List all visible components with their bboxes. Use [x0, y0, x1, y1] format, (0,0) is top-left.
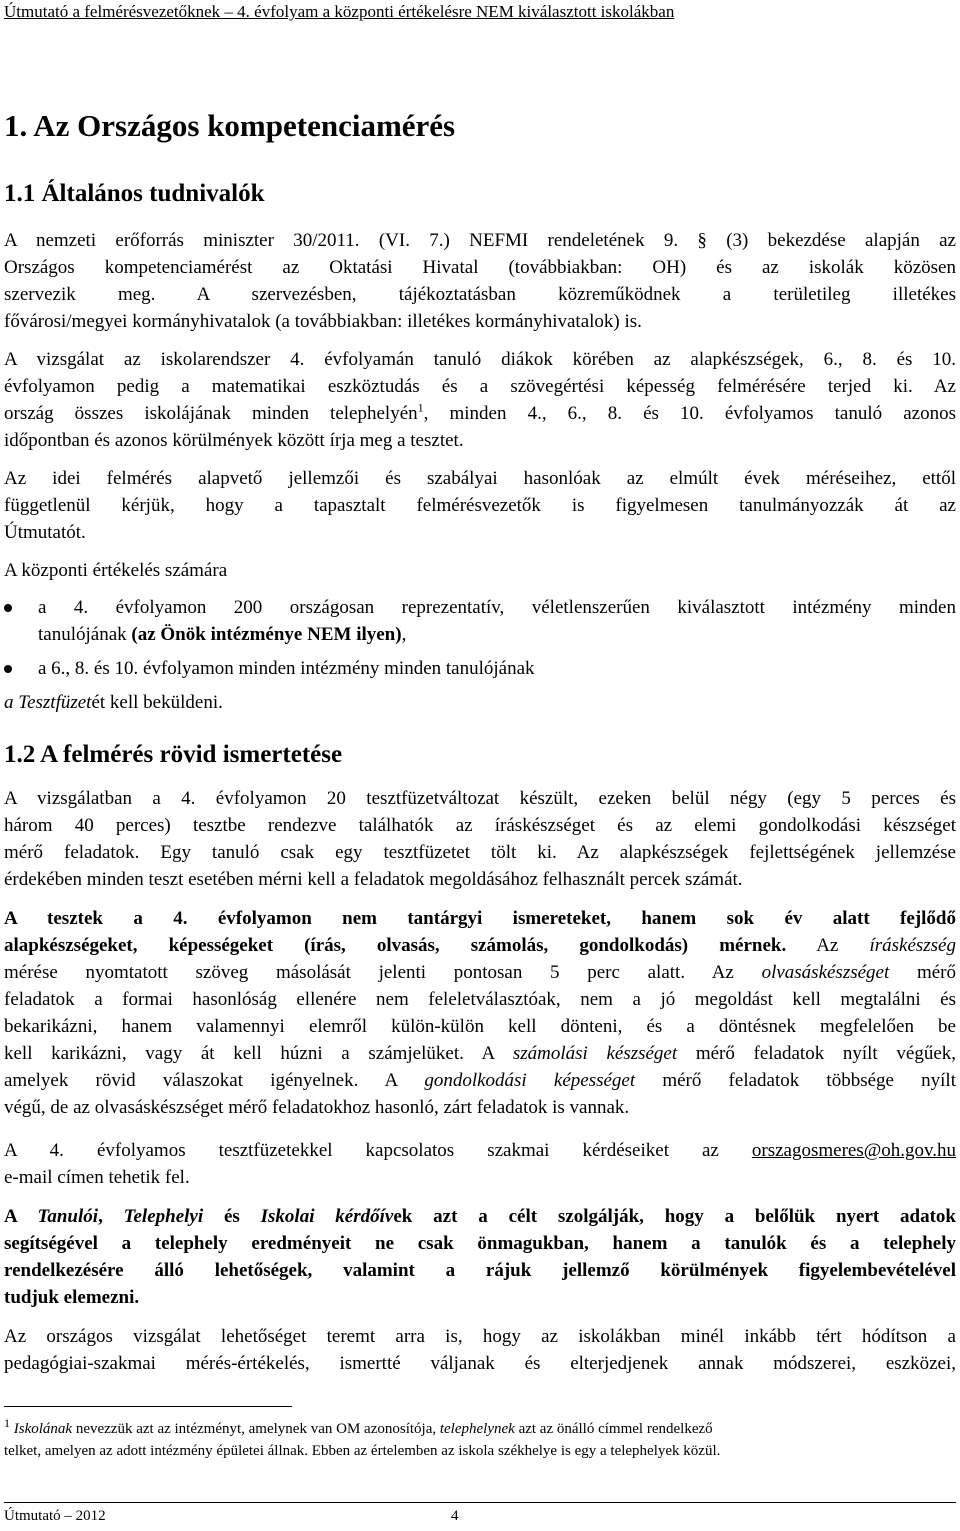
paragraph-scope: A vizsgálat az iskolarendszer 4. évfolyamán tanuló diákok körében az alapkészségek, 6., 8. és 10. évfolyamon pedig a matematikai eszköztudás és a szövegértési képesség felmérésére terjed ki. Az ország összes iskolájának minden telephelyén$^1$, minden 4., 6., 8. és 10. évfolyamos tanuló azonos időpontban és azonos körülmények között írja meg a tesztet.	[4, 349, 956, 451]
footer-title: Útmutató – 2012	[4, 1508, 106, 1524]
paragraph-national: Az országos vizsgálat lehetőséget teremt arra is, hogy az iskolákban minél inkább tért hódítson a pedagógiai-szakmai mérés-értékelés, ismertté váljanak és elterjedjenek annak módszerei, eszközei,	[4, 1326, 956, 1374]
paragraph-legal-basis: A nemzeti erőforrás miniszter 30/2011. (VI. 7.) NEFMI rendeletének 9. § (3) bekezdése alapján az Országos kompetenciamérést az Oktatási Hivatal (továbbiakban: OH) és az iskolák közösen szervezik meg. A szervezésben, tájékoztatásban közreműködnek a területileg illetékes fővárosi/megyei kormányhivatalok (a továbbiakban: illetékes kormányhivatalok) is.	[4, 230, 956, 332]
bullet-icon	[4, 665, 12, 673]
paragraph-questionnaires: A Tanulói, Telephelyi és Iskolai kérdőívek azt a célt szolgálják, hogy a belőlük nyert adatok segítségével a telephely eredményeit ne csak önmagukban, hanem a tanulók és a telephely rendelkezésére álló lehetőségek, valamint a rájuk jellemző körülmények figyelembevételével tudjuk elemezni.	[4, 1206, 956, 1308]
paragraph-send-back: a Tesztfüzetét kell beküldeni.	[4, 692, 223, 713]
section-title-1-2: 1.2 A felmérés rövid ismertetése	[4, 741, 343, 768]
footnote-ref: 1	[417, 400, 424, 415]
paragraph-description: A vizsgálatban a 4. évfolyamon 20 tesztfüzetváltozat készült, ezeken belül négy (egy 5 perces és három 40 perces) tesztbe rendezve találhatók az íráskészséget és az elemi gondolkodási készséget mérő feladatok. Egy tanuló csak egy tesztfüzetet tölt ki. Az alapkészségek fejlettségének jellemzése érdekében minden teszt esetében mérni kell a feladatok megoldásához felhasznált percek számát.	[4, 788, 956, 890]
email-link[interactable]: orszagosmeres@oh.gov.hu	[751, 1140, 956, 1161]
footnote-separator	[4, 1406, 292, 1407]
paragraph-tests: A tesztek a 4. évfolyamon nem tantárgyi ismereteket, hanem sok év alatt fejlődő alapkészségeket, képességeket (írás, olvasás, számolás, gondolkodás) mérnek. Az íráskészség mérése nyomtatott szöveg másolását jelenti pontosan 5 perc alatt. Az olvasáskészséget mérő feladatok a formai hasonlóság ellenére nem feleletválasztóak, nem a jó megoldást kell megtalálni és bekarikázni, hanem valamennyi elemről külön-külön kell dönteni, és a döntésnek megfelelően be kell karikázni, vagy át kell húzni a számjelüket. A számolási készséget mérő feladatok nyílt végűek, amelyek rövid válaszokat igényelnek. A gondolkodási képességet mérő feladatok többsége nyílt végű, de az olvasáskészséget mérő feladatokhoz hasonló, zárt feladatok is vannak.	[4, 908, 956, 1118]
running-header: Útmutató a felmérésvezetőknek – 4. évfolyam a központi értékelésre NEM kiválasztott iskolákban	[4, 2, 675, 21]
page-number: 4	[451, 1508, 459, 1524]
footnote: $^1$ Iskolának nevezzük azt az intézményt, amelynek van OM azonosítója, telephelynek azt az önálló címmel rendelkező telket, amelyen az adott intézmény épületei állnak. Ebben az értelemben az iskola székhelye is egy a telephelyek közül.	[4, 1416, 721, 1459]
paragraph-contact: A 4. évfolyamos tesztfüzetekkel kapcsolatos szakmai kérdéseiket az orszagosmeres@oh.gov.hu e-mail címen tehetik fel.	[4, 1140, 956, 1188]
section-title-1-1: 1.1 Általános tudnivalók	[4, 180, 265, 207]
paragraph-central-eval: A központi értékelés számára	[4, 560, 228, 581]
chapter-title: 1. Az Országos kompetenciamérés	[4, 108, 456, 143]
bullet-icon	[4, 604, 12, 612]
paragraph-guide-note: Az idei felmérés alapvető jellemzői és szabályai hasonlóak az elmúlt évek méréseihez, ettől függetlenül kérjük, hogy a tapasztalt felmérésvezetők is figyelmesen tanulmányozzák át az Útmutatót.	[4, 468, 956, 543]
footer-rule	[4, 1502, 956, 1503]
document-page: Útmutató a felmérésvezetőknek – 4. évfolyam a központi értékelésre NEM kiválasztott iskolákban 1. Az Országos kompetenciamérés 1.1 Általános tudnivalók A nemzeti erőforrás miniszter 30/2011. (VI. 7.) NEFMI rendeletének 9. § (3) bekezdése alapján az Országos kompetenciamérést az Oktatási Hivatal (továbbiakban: OH) és az iskolák közösen szervezik meg. A szervezésben, tájékoztatásban közreműködnek a területileg illetékes fővárosi/megyei kormányhivatalok (a továbbiakban: illetékes kormányhivatalok) is. A vizsgálat az iskolarendszer 4. évfolyamán tanuló diákok körében az alapkészségek, 6., 8. és 10. évfolyamon pedig a matematikai eszköztudás és a szövegértési képesség felmérésére terjed ki. Az ország összes iskolájának minden telephelyén$^1$, minden 4., 6., 8. és 10. évfolyamos tanuló azonos időpontban és azonos körülmények között írja meg a tesztet. Az idei felmérés alapvető jellemzői és szabályai hasonlóak az elmúlt évek méréseihez, ettől függetlenül kérjük, hogy a tapasztalt felmérésvezetők is figyelmesen tanulmányozzák át az Útmutatót. A központi értékelés számára a 4. évfolyamon 200 országosan reprezentatív, véletlenszerűen kiválasztott intézmény minden tanulójának (az Önök intézménye NEM ilyen), a 6., 8. és 10. évfolyamon minden intézmény minden tanulójának a Tesztfüzetét kell beküldeni. 1.2 A felmérés rövid ismertetése A vizsgálatban a 4. évfolyamon 20 tesztfüzetváltozat készült, ezeken belül négy (egy 5 perces és három 40 perces) tesztbe rendezve találhatók az íráskészséget és az elemi gondolkodási készséget mérő feladatok. Egy tanuló csak egy tesztfüzetet tölt ki. Az alapkészségek fejlettségének jellemzése érdekében minden teszt esetében mérni kell a feladatok megoldásához felhasznált percek számát. A tesztek a 4. évfolyamon nem tantárgyi ismereteket, hanem sok év alatt fejlődő alapkészségeket, képességeket (írás, olvasás, számolás, gondolkodás) mérnek. Az íráskészség mérése nyomtatott szöveg másolását jelenti pontosan 5 perc alatt. Az olvasáskészséget mérő feladatok a formai hasonlóság ellenére nem feleletválasztóak, nem a jó megoldást kell megtalálni és bekarikázni, hanem valamennyi elemről külön-külön kell dönteni, és a döntésnek megfelelően be kell karikázni, vagy át kell húzni a számjelüket. A számolási készséget mérő feladatok nyílt végűek, amelyek rövid válaszokat igényelnek. A gondolkodási képességet mérő feladatok többsége nyílt végű, de az olvasáskészséget mérő feladatokhoz hasonló, zárt feladatok is vannak. A 4. évfolyamos tesztfüzetekkel kapcsolatos szakmai kérdéseiket az orszagosmeres@oh.gov.hu e-mail címen tehetik fel. A Tanulói, Telephelyi és Iskolai kérdőívek azt a célt szolgálják, hogy a belőlük nyert adatok segítségével a telephely eredményeit ne csak önmagukban, hanem a tanulók és a telephely rendelkezésére álló lehetőségek, valamint a rájuk jellemző körülmények figyelembevételével tudjuk elemezni. Az országos vizsgálat lehetőséget teremt arra is, hogy az iskolákban minél inkább tért hódítson a pedagógiai-szakmai mérés-értékelés, ismertté váljanak és elterjedjenek annak módszerei, eszközei, $^1$ Iskolának nevezzük azt az intézményt, amelynek van OM azonosítója, telephelynek azt az önálló címmel rendelkező telket, amelyen az adott intézmény épületei állnak. Ebben az értelemben az iskola székhelye is egy a telephelyek közül. Útmutató – 2012 4	[4, 2, 956, 1524]
